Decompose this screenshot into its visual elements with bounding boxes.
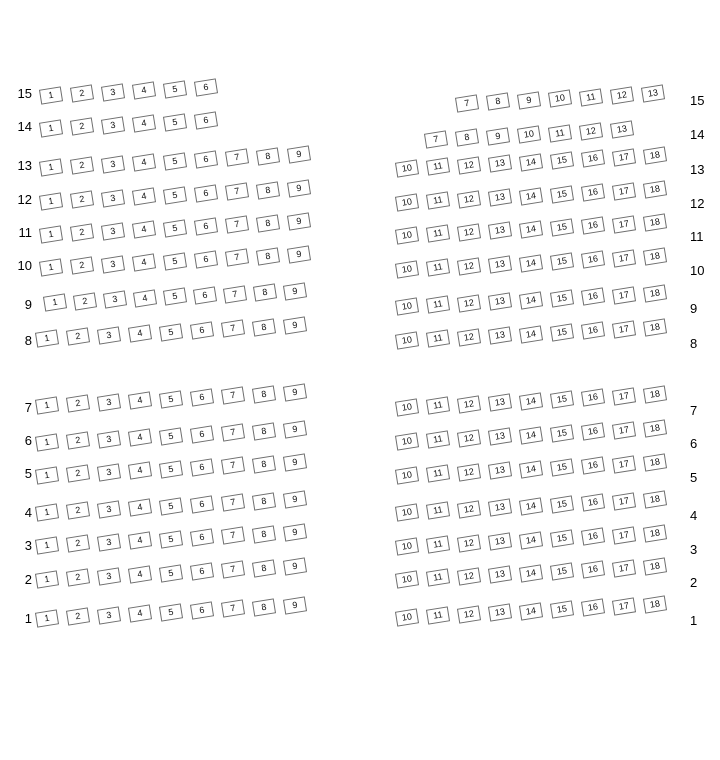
seat[interactable]: 6 (190, 528, 214, 546)
seat[interactable]: 17 (612, 286, 636, 304)
seat[interactable]: 16 (581, 184, 605, 202)
seat[interactable]: 4 (132, 221, 156, 239)
seat[interactable]: 1 (39, 158, 63, 176)
seat[interactable]: 17 (612, 249, 636, 267)
row-label-12: 12 (17, 192, 32, 207)
seat[interactable]: 16 (581, 150, 605, 168)
seat[interactable]: 15 (550, 529, 574, 547)
seat[interactable]: 1 (35, 396, 59, 414)
seat[interactable]: 5 (163, 113, 187, 131)
seat[interactable]: 3 (103, 291, 127, 309)
seat[interactable]: 5 (159, 497, 183, 515)
seat[interactable]: 14 (519, 220, 543, 238)
row-label-10: 10 (690, 263, 705, 278)
seat[interactable]: 15 (550, 600, 574, 618)
seat[interactable]: 1 (39, 225, 63, 243)
seat[interactable]: 10 (395, 570, 419, 588)
seat[interactable]: 13 (488, 222, 512, 240)
seat[interactable]: 2 (70, 224, 94, 242)
seat[interactable]: 14 (519, 497, 543, 515)
seat[interactable]: 3 (101, 83, 125, 101)
seat[interactable]: 2 (70, 257, 94, 275)
seat[interactable]: 14 (519, 426, 543, 444)
seat[interactable]: 7 (225, 249, 249, 267)
seat[interactable]: 5 (159, 564, 183, 582)
row-label-13: 13 (690, 162, 705, 177)
seat[interactable]: 11 (426, 397, 450, 415)
seat[interactable]: 5 (159, 530, 183, 548)
seat[interactable]: 4 (133, 289, 157, 307)
seat[interactable]: 1 (39, 192, 63, 210)
seat[interactable]: 14 (519, 564, 543, 582)
seat[interactable]: 7 (221, 387, 245, 405)
seat[interactable]: 5 (159, 427, 183, 445)
seat[interactable]: 11 (426, 225, 450, 243)
seat[interactable]: 10 (395, 331, 419, 349)
seat[interactable]: 5 (159, 603, 183, 621)
row-label-9: 9 (690, 301, 698, 316)
seat[interactable]: 18 (643, 558, 667, 576)
row-label-15: 15 (17, 86, 32, 101)
seat[interactable]: 17 (612, 421, 636, 439)
seat[interactable]: 11 (426, 536, 450, 554)
seat[interactable]: 3 (97, 393, 121, 411)
seat[interactable]: 16 (581, 528, 605, 546)
seat[interactable]: 10 (395, 226, 419, 244)
row-label-14: 14 (690, 127, 705, 142)
row-label-10: 10 (17, 258, 32, 273)
seat[interactable]: 7 (221, 494, 245, 512)
seat[interactable]: 6 (194, 150, 218, 168)
seat[interactable]: 11 (426, 192, 450, 210)
seat[interactable]: 13 (488, 566, 512, 584)
seat[interactable]: 9 (283, 282, 307, 300)
seat[interactable]: 9 (287, 146, 311, 164)
seat[interactable]: 1 (43, 293, 67, 311)
seat[interactable]: 6 (190, 458, 214, 476)
seat[interactable]: 18 (643, 319, 667, 337)
seat[interactable]: 11 (426, 465, 450, 483)
seat[interactable]: 12 (457, 605, 481, 623)
seat[interactable]: 9 (283, 597, 307, 615)
seat[interactable]: 1 (35, 609, 59, 627)
seat[interactable]: 9 (283, 558, 307, 576)
seat[interactable]: 5 (163, 152, 187, 170)
seat[interactable]: 2 (66, 608, 90, 626)
seat[interactable]: 14 (519, 187, 543, 205)
seat[interactable]: 3 (97, 533, 121, 551)
seat[interactable]: 1 (39, 119, 63, 137)
seat[interactable]: 8 (252, 385, 276, 403)
seat[interactable]: 5 (159, 460, 183, 478)
seat[interactable]: 4 (132, 154, 156, 172)
row-label-15: 15 (690, 93, 705, 108)
seat[interactable]: 16 (581, 457, 605, 475)
seat[interactable]: 10 (395, 466, 419, 484)
seat[interactable]: 15 (550, 252, 574, 270)
seat[interactable]: 12 (457, 567, 481, 585)
seat[interactable]: 15 (550, 185, 574, 203)
seat[interactable]: 8 (252, 492, 276, 510)
seat[interactable]: 10 (517, 126, 541, 144)
seat[interactable]: 11 (426, 330, 450, 348)
row-label-3: 3 (690, 542, 698, 557)
seat[interactable]: 14 (519, 460, 543, 478)
seat[interactable]: 8 (256, 247, 280, 265)
seat[interactable]: 15 (550, 562, 574, 580)
seat[interactable]: 16 (581, 494, 605, 512)
seat[interactable]: 8 (253, 284, 277, 302)
seat[interactable]: 4 (128, 605, 152, 623)
seat[interactable]: 15 (550, 218, 574, 236)
seat[interactable]: 4 (128, 566, 152, 584)
seat[interactable]: 3 (101, 116, 125, 134)
seat[interactable]: 16 (581, 423, 605, 441)
row-label-7: 7 (690, 403, 698, 418)
seat[interactable]: 9 (287, 246, 311, 264)
seat[interactable]: 1 (35, 570, 59, 588)
seat[interactable]: 9 (287, 213, 311, 231)
seat[interactable]: 3 (97, 430, 121, 448)
seat[interactable]: 15 (550, 424, 574, 442)
row-label-6: 6 (690, 436, 698, 451)
seat[interactable]: 17 (612, 182, 636, 200)
seat[interactable]: 17 (612, 148, 636, 166)
seat[interactable]: 10 (395, 537, 419, 555)
seat[interactable]: 2 (70, 85, 94, 103)
seat[interactable]: 17 (612, 526, 636, 544)
seat[interactable]: 16 (581, 322, 605, 340)
seat[interactable]: 7 (424, 130, 448, 148)
seat[interactable]: 9 (283, 384, 307, 402)
row-label-9: 9 (24, 297, 32, 312)
seat[interactable]: 7 (221, 320, 245, 338)
seat[interactable]: 8 (252, 525, 276, 543)
seat[interactable]: 2 (70, 157, 94, 175)
seat[interactable]: 8 (256, 147, 280, 165)
seat[interactable]: 5 (163, 288, 187, 306)
seat[interactable]: 1 (35, 433, 59, 451)
seat[interactable]: 6 (190, 321, 214, 339)
seat[interactable]: 10 (395, 398, 419, 416)
seat[interactable]: 8 (455, 129, 479, 147)
seat[interactable]: 18 (643, 214, 667, 232)
seat[interactable]: 18 (643, 248, 667, 266)
seat[interactable]: 6 (190, 495, 214, 513)
seat[interactable]: 1 (39, 258, 63, 276)
seat[interactable]: 18 (643, 285, 667, 303)
seat[interactable]: 13 (488, 462, 512, 480)
seat[interactable]: 2 (66, 328, 90, 346)
seat[interactable]: 15 (550, 495, 574, 513)
seat[interactable]: 4 (128, 462, 152, 480)
seat[interactable]: 12 (457, 190, 481, 208)
seat[interactable]: 14 (519, 291, 543, 309)
seat[interactable]: 13 (488, 327, 512, 345)
seat[interactable]: 13 (488, 256, 512, 274)
seat[interactable]: 12 (457, 328, 481, 346)
row-label-11: 11 (18, 225, 32, 240)
seat[interactable]: 11 (426, 502, 450, 520)
seat[interactable]: 12 (457, 257, 481, 275)
seat[interactable]: 10 (395, 260, 419, 278)
seat[interactable]: 16 (581, 217, 605, 235)
seat[interactable]: 14 (519, 392, 543, 410)
seat[interactable]: 3 (101, 255, 125, 273)
seat[interactable]: 5 (163, 252, 187, 270)
seat[interactable]: 18 (643, 596, 667, 614)
seat[interactable]: 15 (550, 458, 574, 476)
seat[interactable]: 7 (221, 561, 245, 579)
seat[interactable]: 14 (519, 153, 543, 171)
seat[interactable]: 4 (128, 325, 152, 343)
seat[interactable]: 1 (35, 536, 59, 554)
row-label-4: 4 (24, 505, 32, 520)
seat[interactable]: 11 (579, 88, 603, 106)
row-label-5: 5 (24, 466, 32, 481)
row-label-8: 8 (24, 333, 32, 348)
seat[interactable]: 9 (283, 317, 307, 335)
row-label-1: 1 (690, 613, 698, 628)
seat[interactable]: 6 (194, 111, 218, 129)
seat[interactable]: 18 (643, 386, 667, 404)
seat[interactable]: 16 (581, 561, 605, 579)
seat[interactable]: 13 (488, 604, 512, 622)
row-label-13: 13 (17, 158, 32, 173)
seat[interactable]: 18 (643, 147, 667, 165)
seat[interactable]: 12 (610, 86, 634, 104)
seat[interactable]: 13 (488, 499, 512, 517)
seat[interactable]: 2 (66, 465, 90, 483)
seat[interactable]: 12 (457, 294, 481, 312)
row-label-8: 8 (690, 336, 698, 351)
seat[interactable]: 4 (132, 188, 156, 206)
seat[interactable]: 11 (426, 569, 450, 587)
seat[interactable]: 5 (159, 390, 183, 408)
seat[interactable]: 3 (101, 189, 125, 207)
seat[interactable]: 1 (35, 466, 59, 484)
seat[interactable]: 9 (283, 421, 307, 439)
seat[interactable]: 4 (128, 499, 152, 517)
seat[interactable]: 1 (39, 86, 63, 104)
seat[interactable]: 2 (66, 432, 90, 450)
seat[interactable]: 2 (70, 191, 94, 209)
seat[interactable]: 6 (190, 388, 214, 406)
row-label-4: 4 (690, 508, 698, 523)
seat[interactable]: 3 (97, 463, 121, 481)
seat[interactable]: 10 (395, 503, 419, 521)
seat[interactable]: 12 (457, 156, 481, 174)
seat[interactable]: 17 (612, 387, 636, 405)
seat[interactable]: 10 (395, 432, 419, 450)
seat[interactable]: 2 (66, 395, 90, 413)
seat[interactable]: 6 (194, 217, 218, 235)
seat[interactable]: 13 (488, 428, 512, 446)
seat[interactable]: 9 (283, 454, 307, 472)
seat[interactable]: 3 (101, 222, 125, 240)
row-label-7: 7 (24, 400, 32, 415)
seat[interactable]: 13 (488, 533, 512, 551)
seat[interactable]: 9 (517, 91, 541, 109)
seat[interactable]: 13 (610, 121, 634, 139)
seat[interactable]: 4 (132, 254, 156, 272)
seat[interactable]: 9 (486, 127, 510, 145)
row-label-11: 11 (690, 229, 704, 244)
seat[interactable]: 4 (128, 532, 152, 550)
seat[interactable]: 8 (256, 214, 280, 232)
seat[interactable]: 7 (221, 600, 245, 618)
seat[interactable]: 3 (97, 606, 121, 624)
seat[interactable]: 4 (132, 82, 156, 100)
seat[interactable]: 7 (223, 285, 247, 303)
seat[interactable]: 16 (581, 389, 605, 407)
seat[interactable]: 8 (252, 455, 276, 473)
seat[interactable]: 7 (221, 424, 245, 442)
seat[interactable]: 15 (550, 390, 574, 408)
seat[interactable]: 12 (579, 122, 603, 140)
seat[interactable]: 1 (35, 329, 59, 347)
seat[interactable]: 8 (252, 598, 276, 616)
row-label-6: 6 (24, 433, 32, 448)
seat[interactable]: 8 (252, 422, 276, 440)
row-label-12: 12 (690, 196, 705, 211)
seat[interactable]: 13 (488, 293, 512, 311)
seat[interactable]: 11 (426, 296, 450, 314)
seat[interactable]: 6 (190, 425, 214, 443)
seat[interactable]: 3 (97, 567, 121, 585)
seat[interactable]: 1 (35, 503, 59, 521)
seat[interactable]: 10 (395, 193, 419, 211)
seat[interactable]: 14 (519, 531, 543, 549)
seat[interactable]: 5 (163, 80, 187, 98)
seat[interactable]: 16 (581, 251, 605, 269)
seat[interactable]: 18 (643, 454, 667, 472)
seat[interactable]: 8 (252, 318, 276, 336)
seat[interactable]: 17 (612, 492, 636, 510)
seat[interactable]: 6 (194, 184, 218, 202)
seat[interactable]: 13 (488, 394, 512, 412)
seat[interactable]: 13 (488, 189, 512, 207)
seat[interactable]: 13 (641, 85, 665, 103)
seat[interactable]: 7 (225, 216, 249, 234)
seat[interactable]: 10 (548, 90, 572, 108)
row-label-2: 2 (24, 572, 32, 587)
seat[interactable]: 4 (132, 115, 156, 133)
row-label-2: 2 (690, 575, 698, 590)
seat[interactable]: 15 (550, 151, 574, 169)
seat[interactable]: 12 (457, 534, 481, 552)
seat[interactable]: 2 (66, 502, 90, 520)
seat[interactable]: 15 (550, 323, 574, 341)
seat[interactable]: 3 (101, 155, 125, 173)
seat[interactable]: 9 (283, 524, 307, 542)
seat[interactable]: 6 (190, 601, 214, 619)
seat[interactable]: 9 (283, 491, 307, 509)
seat[interactable]: 5 (163, 219, 187, 237)
seat[interactable]: 2 (70, 118, 94, 136)
seat[interactable]: 16 (581, 599, 605, 617)
seat[interactable]: 14 (519, 602, 543, 620)
seat[interactable]: 7 (221, 527, 245, 545)
seat[interactable]: 11 (426, 431, 450, 449)
seat[interactable]: 6 (190, 562, 214, 580)
seat[interactable]: 17 (612, 597, 636, 615)
row-label-5: 5 (690, 470, 698, 485)
seat[interactable]: 12 (457, 429, 481, 447)
seat[interactable]: 11 (426, 158, 450, 176)
row-label-1: 1 (24, 611, 32, 626)
seat[interactable]: 4 (128, 392, 152, 410)
seat[interactable]: 18 (643, 181, 667, 199)
seat[interactable]: 5 (159, 323, 183, 341)
row-label-14: 14 (17, 119, 32, 134)
seat[interactable]: 12 (457, 395, 481, 413)
seat[interactable]: 13 (488, 155, 512, 173)
seat[interactable]: 11 (548, 124, 572, 142)
seat[interactable]: 17 (612, 455, 636, 473)
seat[interactable]: 7 (455, 94, 479, 112)
seat[interactable]: 10 (395, 297, 419, 315)
seat[interactable]: 17 (612, 320, 636, 338)
seat[interactable]: 2 (73, 292, 97, 310)
seat[interactable]: 5 (163, 186, 187, 204)
seat[interactable]: 3 (97, 326, 121, 344)
seat[interactable]: 3 (97, 500, 121, 518)
seat[interactable]: 10 (395, 159, 419, 177)
seat[interactable]: 6 (193, 286, 217, 304)
seat[interactable]: 7 (225, 149, 249, 167)
seat[interactable]: 11 (426, 259, 450, 277)
seat[interactable]: 7 (225, 183, 249, 201)
seat[interactable]: 4 (128, 429, 152, 447)
seat[interactable]: 18 (643, 420, 667, 438)
seat[interactable]: 17 (612, 559, 636, 577)
seat[interactable]: 11 (426, 607, 450, 625)
seat[interactable]: 18 (643, 491, 667, 509)
seat[interactable]: 14 (519, 254, 543, 272)
seat[interactable]: 6 (194, 78, 218, 96)
seat[interactable]: 6 (194, 250, 218, 268)
seat[interactable]: 8 (486, 93, 510, 111)
seat[interactable]: 14 (519, 325, 543, 343)
seat[interactable]: 15 (550, 289, 574, 307)
seat[interactable]: 8 (252, 559, 276, 577)
seat[interactable]: 2 (66, 535, 90, 553)
seat[interactable]: 12 (457, 223, 481, 241)
seat[interactable]: 9 (287, 180, 311, 198)
seat[interactable]: 17 (612, 215, 636, 233)
row-label-3: 3 (24, 538, 32, 553)
seat[interactable]: 8 (256, 181, 280, 199)
seat[interactable]: 18 (643, 525, 667, 543)
seat[interactable]: 12 (457, 500, 481, 518)
seat[interactable]: 2 (66, 569, 90, 587)
seat[interactable]: 10 (395, 608, 419, 626)
seat[interactable]: 7 (221, 457, 245, 475)
seat[interactable]: 16 (581, 288, 605, 306)
seat[interactable]: 12 (457, 463, 481, 481)
